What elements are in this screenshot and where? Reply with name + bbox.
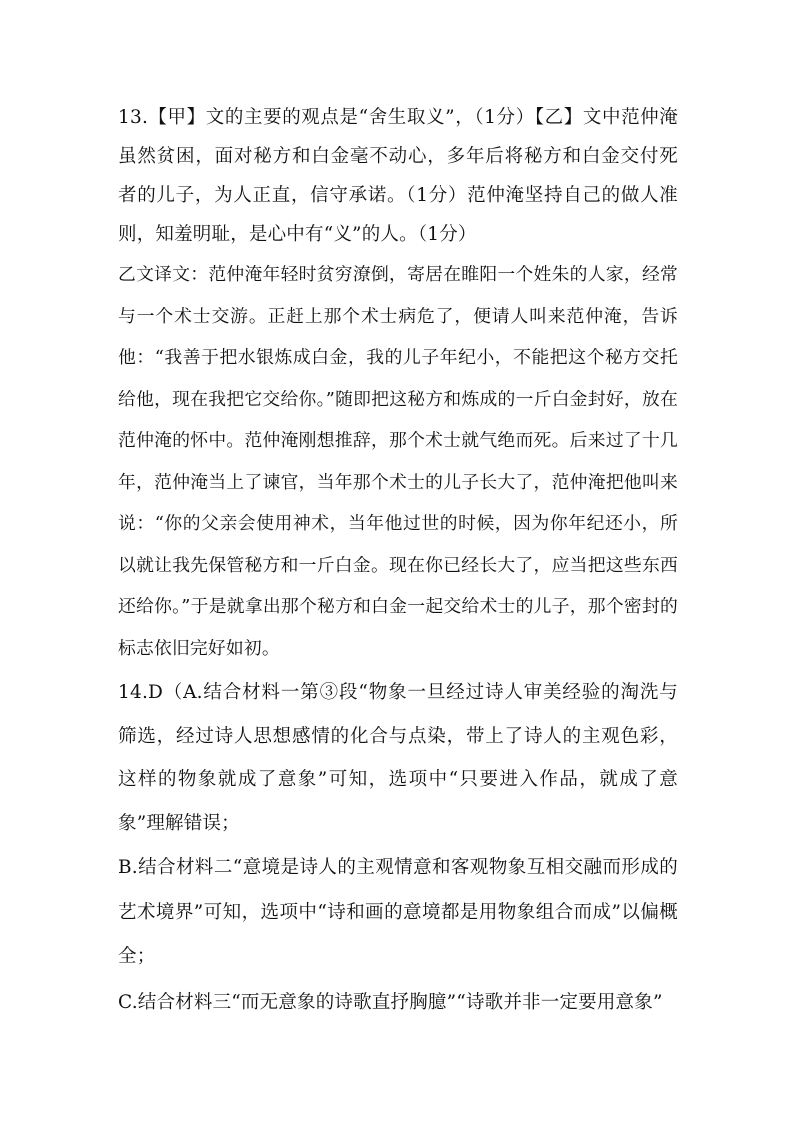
answer-14-option-c: C.结合材料三“而无意象的诗歌直抒胸臆”“诗歌并非一定要用意象” bbox=[118, 991, 663, 1013]
answer-14-option-a: 14.D（A.结合材料一第③段“物象一旦经过诗人审美经验的淘洗与筛选，经过诗人思想感情的化合与点染，带上了诗人的主观色彩，这样的物象就成了意象”可知，选项中“只要进入作品，就成了意象”理解错误； bbox=[118, 682, 678, 834]
answer-13-paragraph: 13.【甲】文的主要的观点是“舍生取义”，（1分）【乙】文中范仲淹虽然贫困，面对秘方和白金毫不动心，多年后将秘方和白金交付死者的儿子，为人正直，信守承诺。（1分）范仲淹坚持自己的做人准则，知羞明耻，是心中有“义”的人。（1分） bbox=[118, 107, 678, 245]
translation-paragraph: 乙文译文：范仲淹年轻时贫穷潦倒，寄居在睢阳一个姓朱的人家，经常与一个术士交游。正赶上那个术士病危了，便请人叫来范仲淹，告诉他：“我善于把水银炼成白金，我的儿子年纪小，不能把这个秘方交托给他，现在我把它交给你。”随即把这秘方和炼成的一斤白金封好，放在范仲淹的怀中。范仲淹刚想推辞，那个术士就气绝而死。后来过了十几年，范仲淹当上了谏官，当年那个术士的儿子长大了，范仲淹把他叫来说：“你的父亲会使用神术，当年他过世的时候，因为你年纪还小，所以就让我先保管秘方和一斤白金。现在你已经长大了，应当把这些东西还给你。”于是就拿出那个秘方和白金一起交给术士的儿子，那个密封的标志依旧完好如初。 bbox=[118, 264, 678, 659]
answer-14-option-b: B.结合材料二“意境是诗人的主观情意和客观物象互相交融而形成的艺术境界”可知，选项中“诗和画的意境都是用物象组合而成”以偏概全； bbox=[118, 857, 678, 967]
document-page bbox=[118, 98, 678, 1025]
